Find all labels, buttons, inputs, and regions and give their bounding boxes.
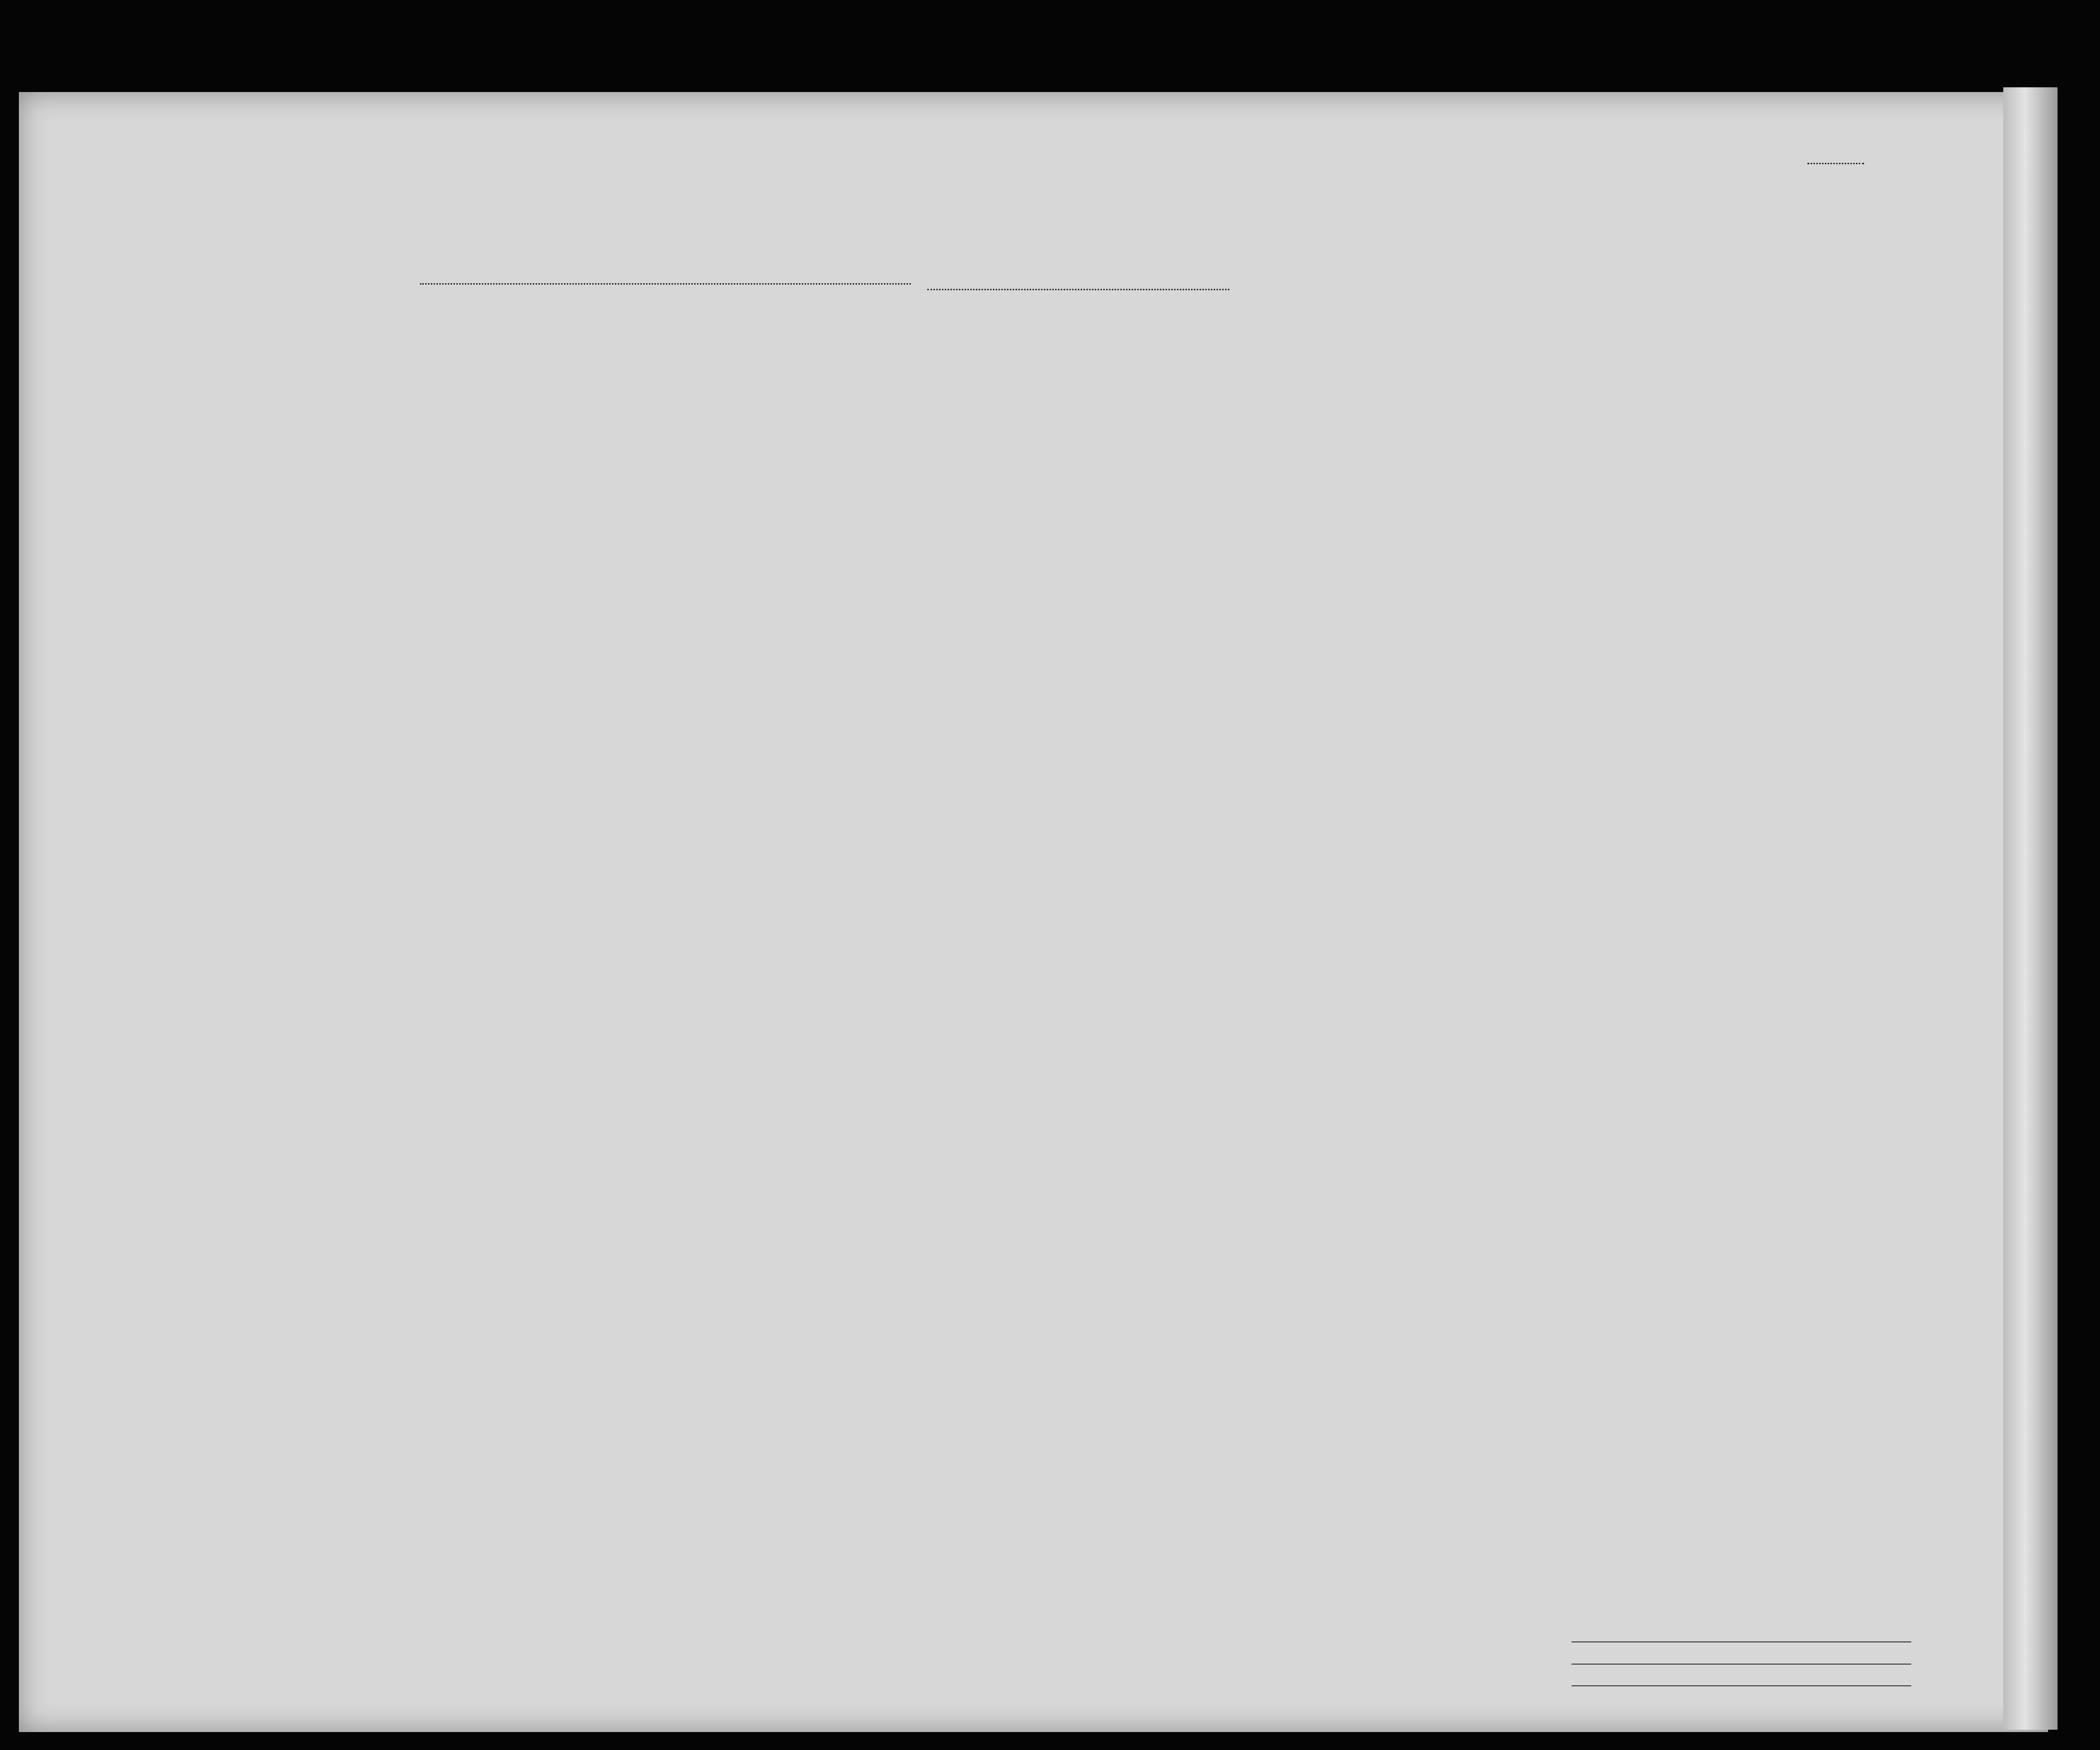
owners-rule — [1571, 1664, 1911, 1665]
date-underline — [927, 289, 1229, 290]
agents-rule — [1571, 1685, 1911, 1686]
line-rule — [1571, 1641, 1911, 1642]
list-underline — [1807, 163, 1864, 164]
port-underline — [420, 283, 911, 285]
